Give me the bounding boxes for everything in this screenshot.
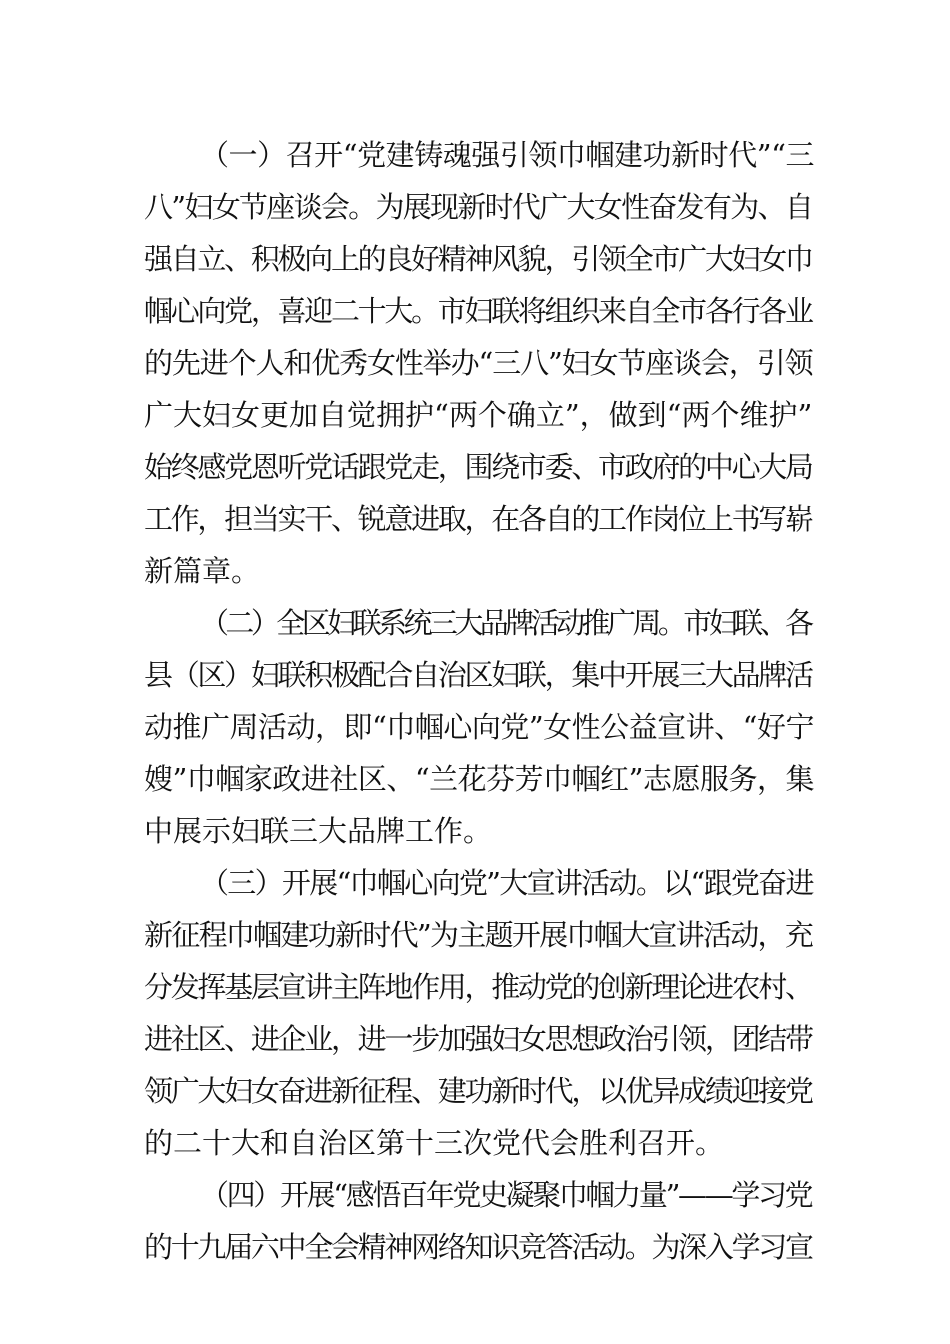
text-line: 新征程巾帼建功新时代”为主题开展巾帼大宣讲活动，充 (144, 918, 813, 952)
text-line: 中展示妇联三大品牌工作。 (144, 814, 493, 848)
text-line: 强自立、积极向上的良好精神风貌，引领全市广大妇女巾 (144, 242, 812, 276)
text-line: 动推广周活动，即“巾帼心向党”女性公益宣讲、“好宁 (144, 710, 814, 744)
text-line: 始终感党恩听党话跟党走，围绕市委、市政府的中心大局 (144, 450, 812, 484)
text-line: 进社区、进企业，进一步加强妇女思想政治引领，团结带 (144, 1022, 812, 1056)
text-line: 的十九届六中全会精神网络知识竞答活动。为深入学习宣 (144, 1230, 812, 1264)
text-line: 领广大妇女奋进新征程、建功新时代，以优异成绩迎接党 (144, 1074, 812, 1108)
text-line: 的二十大和自治区第十三次党代会胜利召开。 (144, 1126, 725, 1160)
text-line: （一）召开“党建铸魂强引领巾帼建功新时代”“三 (200, 138, 815, 172)
text-line: 帼心向党，喜迎二十大。市妇联将组织来自全市各行各业 (144, 294, 812, 328)
text-line: 县（区）妇联积极配合自治区妇联，集中开展三大品牌活 (144, 658, 812, 692)
text-line: 分发挥基层宣讲主阵地作用，推动党的创新理论进农村、 (144, 970, 812, 1004)
text-line: 嫂”巾帼家政进社区、“兰花芬芳巾帼红”志愿服务，集 (144, 762, 814, 796)
text-line: 广大妇女更加自觉拥护“两个确立”，做到“两个维护” (144, 398, 813, 432)
text-line: （二）全区妇联系统三大品牌活动推广周。市妇联、各 (200, 606, 811, 640)
text-line: 八”妇女节座谈会。为展现新时代广大女性奋发有为、自 (144, 190, 813, 224)
text-line: 的先进个人和优秀女性举办“三八”妇女节座谈会，引领 (144, 346, 813, 380)
text-line: （三）开展“巾帼心向党”大宣讲活动。以“跟党奋进 (200, 866, 813, 900)
text-line: 工作，担当实干、锐意进取，在各自的工作岗位上书写崭 (144, 502, 812, 536)
text-line: （四）开展“感悟百年党史凝聚巾帼力量”——学习党 (200, 1178, 812, 1212)
text-line: 新篇章。 (144, 554, 261, 588)
